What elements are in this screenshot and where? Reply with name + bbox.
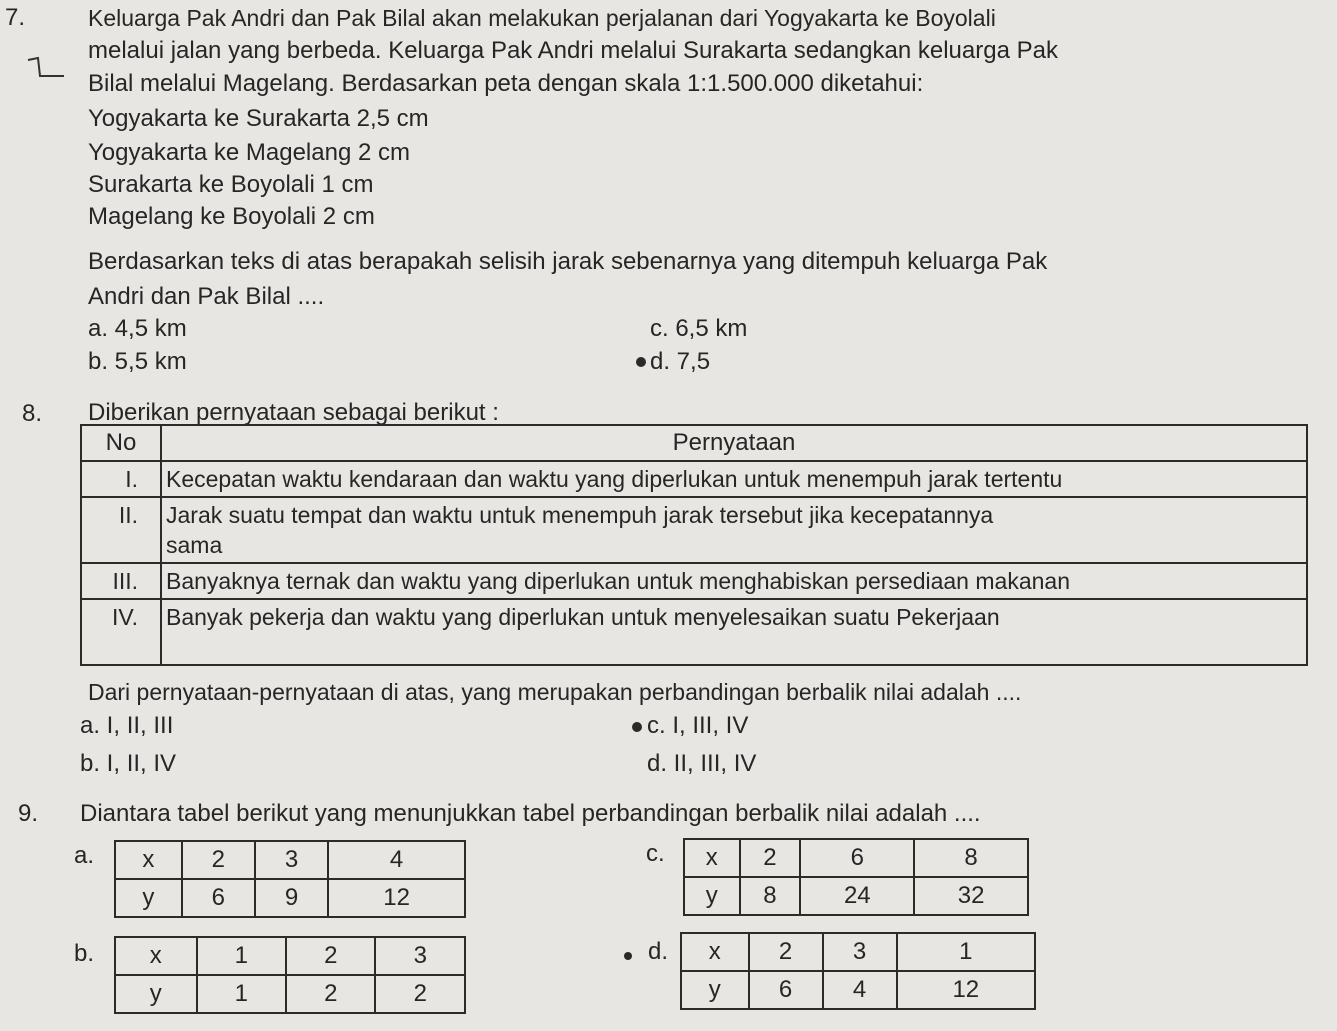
cell: 2 [749, 933, 823, 971]
cell: 24 [800, 877, 914, 915]
cell: x [115, 937, 197, 975]
cell: y [684, 877, 740, 915]
row-statement: Banyaknya ternak dan waktu yang diperlukan untuk menghabiskan persediaan makanan [161, 563, 1307, 599]
cell: 3 [255, 841, 328, 879]
table-row [81, 497, 1307, 563]
cell: 1 [197, 937, 286, 975]
q9-table-b-label[interactable]: b. [74, 940, 95, 967]
cell: 2 [740, 839, 801, 877]
cell: x [684, 839, 740, 877]
cell: 1 [897, 933, 1035, 971]
table-row [115, 937, 465, 975]
q7-option-b[interactable]: b. 5,5 km [88, 348, 187, 375]
q8-number: 8. [22, 400, 43, 427]
cell: 3 [375, 937, 465, 975]
q8-option-d[interactable]: d. II, III, IV [647, 750, 757, 777]
table-row [115, 879, 465, 917]
table-row [681, 933, 1035, 971]
q8-option-b[interactable]: b. I, II, IV [80, 750, 177, 777]
q7-number: 7. [5, 4, 26, 31]
q9-question: Diantara tabel berikut yang menunjukkan tabel perbandingan berbalik nilai adalah .... [80, 800, 981, 827]
q8-option-c[interactable]: c. I, III, IV [647, 712, 749, 739]
q9-table-b [114, 936, 466, 1014]
cell: 9 [255, 879, 328, 917]
q9-table-a [114, 840, 466, 918]
q7-fact-2: Yogyakarta ke Magelang 2 cm [88, 139, 410, 166]
cell: y [681, 971, 749, 1009]
answer-mark-icon [624, 952, 632, 960]
q9-table-d-label[interactable]: d. [648, 938, 669, 965]
header-pernyataan: Pernyataan [161, 425, 1307, 461]
q9-table-c-label[interactable]: c. [646, 840, 665, 867]
cell: 12 [897, 971, 1035, 1009]
pencil-hook-mark [24, 54, 74, 94]
cell: x [681, 933, 749, 971]
row-statement [161, 497, 1307, 563]
q7-question-line-1: Berdasarkan teks di atas berapakah selisih jarak sebenarnya yang ditempuh keluarga Pak [88, 248, 1048, 275]
q9-number: 9. [18, 800, 39, 827]
table-row [684, 877, 1028, 915]
row-statement [161, 599, 1307, 665]
cell: 2 [375, 975, 465, 1013]
q9-table-d [680, 932, 1036, 1010]
q8-option-a[interactable]: a. I, II, III [80, 712, 174, 739]
cell: 2 [182, 841, 255, 879]
cell: x [115, 841, 182, 879]
header-no: No [81, 425, 161, 461]
q7-line-2: melalui jalan yang berbeda. Keluarga Pak Andri melalui Surakarta sedangkan keluarga Pak [88, 37, 1058, 64]
q7-fact-4: Magelang ke Boyolali 2 cm [88, 203, 375, 230]
row-number: IV. [81, 599, 161, 665]
q7-question-line-2: Andri dan Pak Bilal .... [88, 283, 325, 310]
q7-fact-1: Yogyakarta ke Surakarta 2,5 cm [88, 105, 429, 132]
q7-line-3: Bilal melalui Magelang. Berdasarkan peta dengan skala 1:1.500.000 diketahui: [88, 70, 924, 97]
q8-intro: Diberikan pernyataan sebagai berikut : [88, 399, 499, 426]
table-row [681, 971, 1035, 1009]
q7-option-a[interactable]: a. 4,5 km [88, 315, 187, 342]
q7-line-1: Keluarga Pak Andri dan Pak Bilal akan melakukan perjalanan dari Yogyakarta ke Boyolali [88, 5, 996, 31]
row-statement: Kecepatan waktu kendaraan dan waktu yang diperlukan untuk menempuh jarak tertentu [161, 461, 1307, 497]
table-row [115, 975, 465, 1013]
cell: 6 [182, 879, 255, 917]
cell: 1 [197, 975, 286, 1013]
cell: 32 [914, 877, 1028, 915]
cell: 8 [914, 839, 1028, 877]
cell: 12 [328, 879, 465, 917]
table-row [81, 563, 1307, 599]
row-statement-text: Banyak pekerja dan waktu yang diperlukan untuk menyelesaikan suatu Pekerjaan [166, 604, 1000, 630]
q7-option-d[interactable]: d. 7,5 [650, 348, 711, 375]
q9-table-c [683, 838, 1029, 916]
table-row [115, 841, 465, 879]
q7-fact-3: Surakarta ke Boyolali 1 cm [88, 171, 374, 198]
cell: 8 [740, 877, 801, 915]
answer-mark-icon [636, 357, 646, 367]
row-number: I. [81, 461, 161, 497]
q7-option-c[interactable]: c. 6,5 km [650, 315, 748, 342]
row-statement-text: Jarak suatu tempat dan waktu untuk menempuh jarak tersebut jika kecepatannya sama [166, 502, 994, 558]
cell: y [115, 975, 197, 1013]
table-row [81, 461, 1307, 497]
cell: 6 [800, 839, 914, 877]
cell: 2 [286, 937, 375, 975]
cell: 6 [749, 971, 823, 1009]
answer-mark-icon [632, 722, 642, 732]
cell: y [115, 879, 182, 917]
q9-table-a-label[interactable]: a. [74, 842, 95, 869]
row-number: II. [81, 497, 161, 563]
cell: 4 [823, 971, 897, 1009]
statement-table [80, 424, 1308, 666]
table-row [81, 599, 1307, 665]
q8-question: Dari pernyataan-pernyataan di atas, yang merupakan perbandingan berbalik nilai adalah .... [88, 679, 1022, 705]
cell: 2 [286, 975, 375, 1013]
table-row [684, 839, 1028, 877]
statement-header-row [81, 425, 1307, 461]
cell: 3 [823, 933, 897, 971]
row-number: III. [81, 563, 161, 599]
cell: 4 [328, 841, 465, 879]
